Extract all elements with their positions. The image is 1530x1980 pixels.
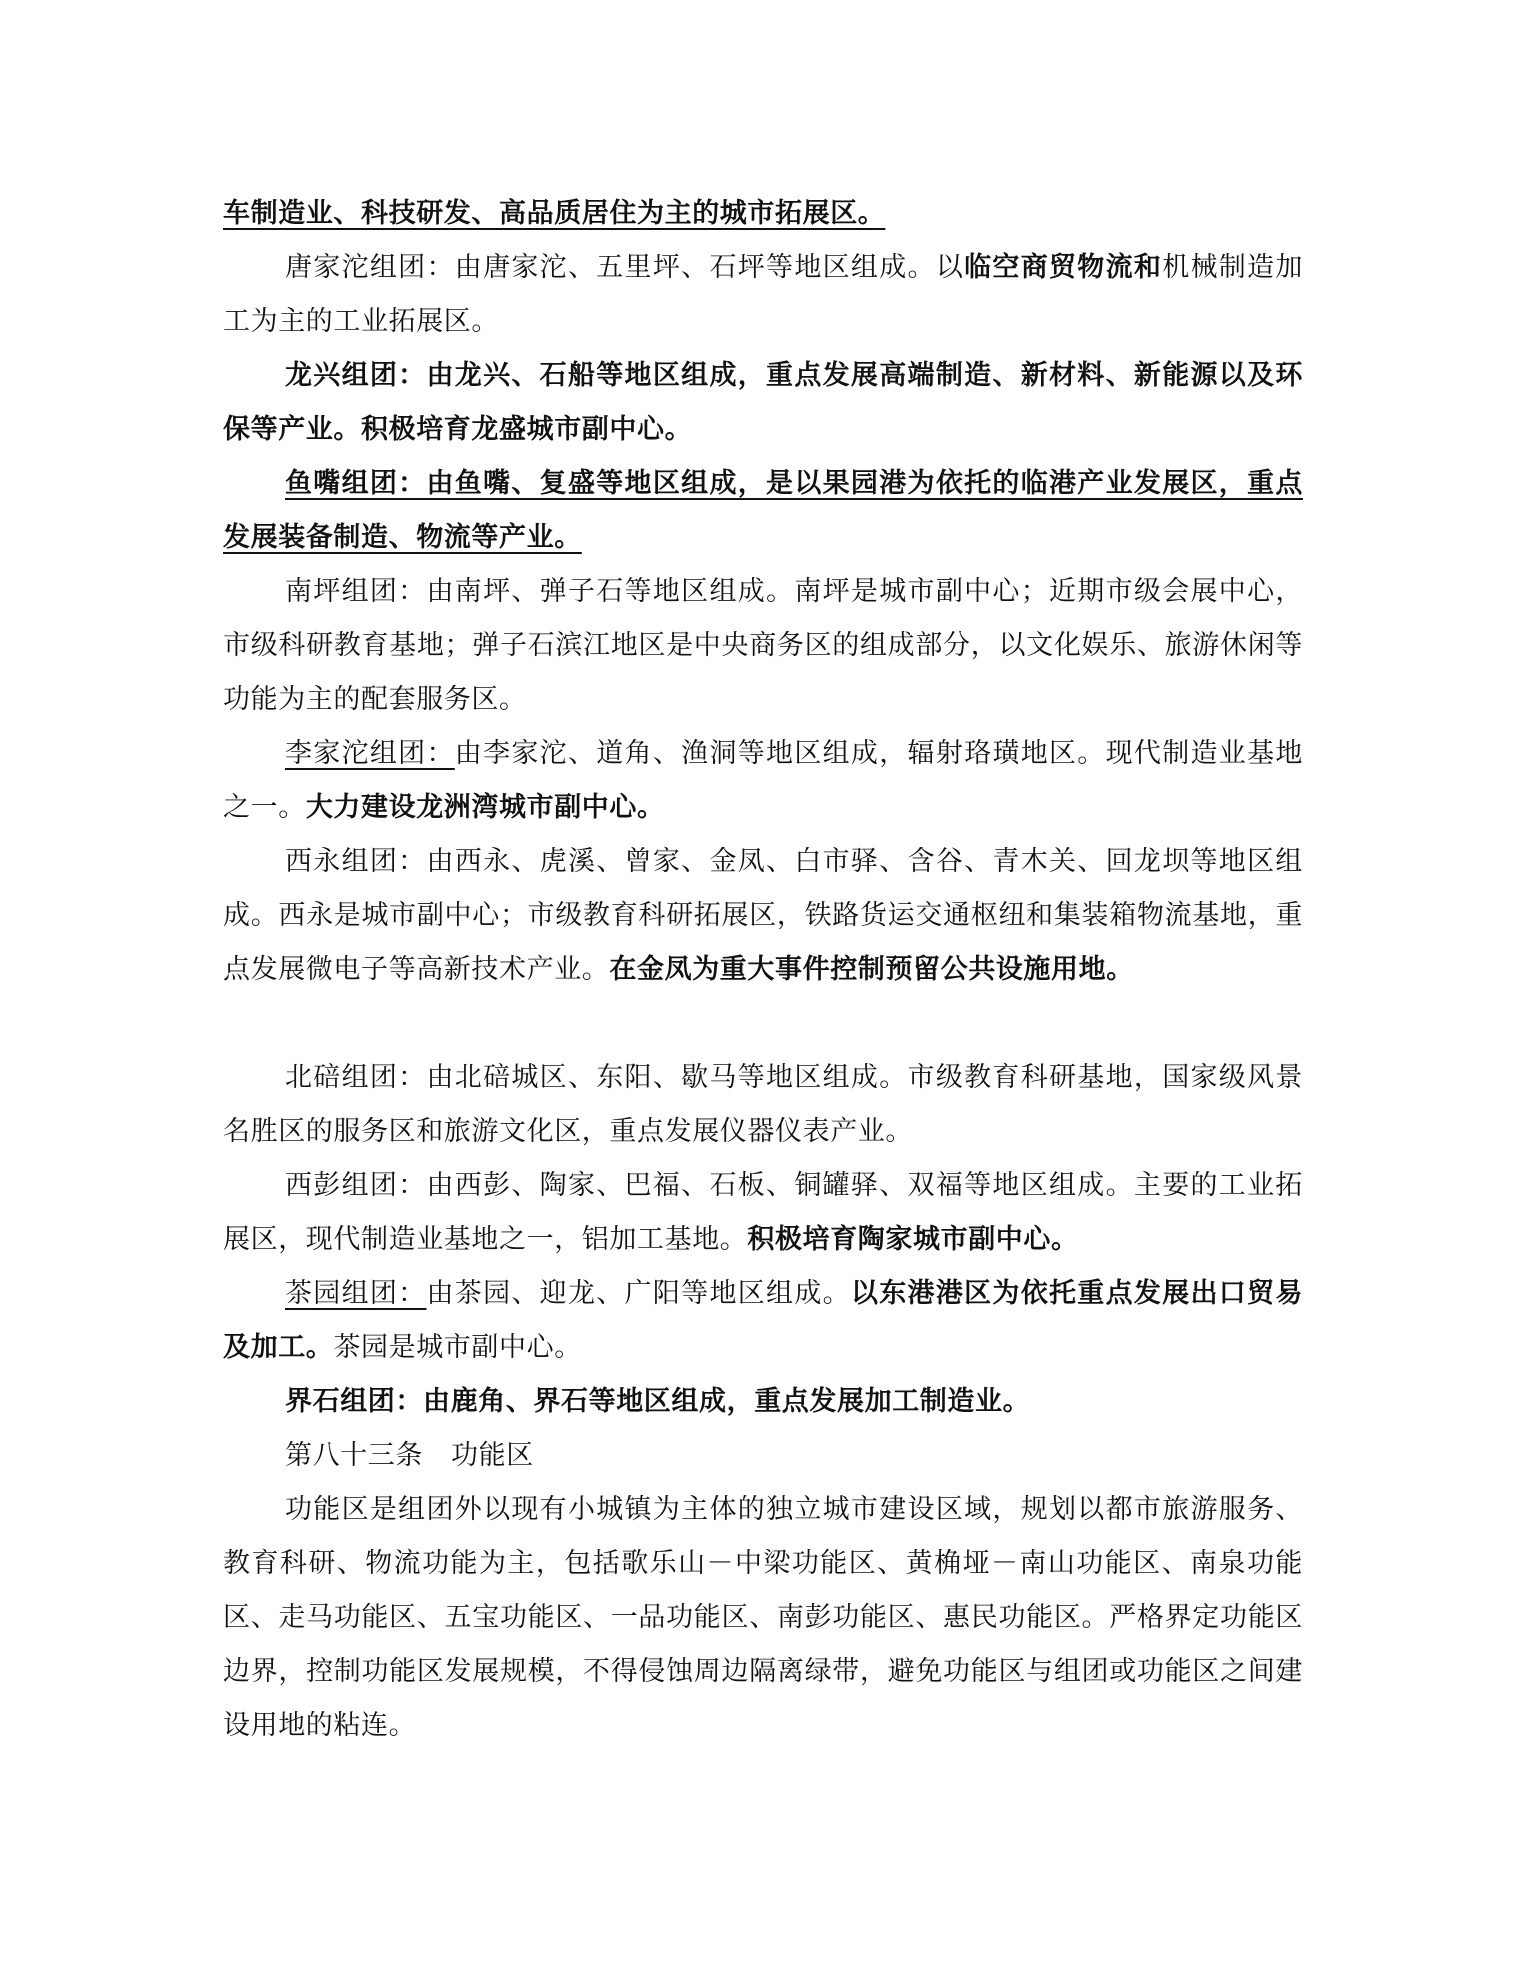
- text-segment-underline: 李家沱组团：: [285, 738, 455, 769]
- text-segment: 由李家沱、道角、渔洞等地区组成，辐射珞璜地区。现代制造业基地之一。: [223, 738, 1303, 823]
- paragraph-xipeng: [223, 1159, 1303, 1267]
- paragraph-jieshi: [223, 1375, 1303, 1429]
- text-segment-underline: 茶园组团：: [285, 1278, 427, 1309]
- paragraph-yuzui: [223, 457, 1303, 565]
- text-segment-bold: 积极培育陶家城市副中心。: [747, 1224, 1079, 1255]
- text-segment: 机械制造加工为主的工业拓展区。: [223, 252, 1303, 337]
- text-segment-bold-underline: 鱼嘴组团：由鱼嘴、复盛等地区组成，是以果园港为依托的临港产业发展区，重点发展装备制造、物流等产业。: [223, 468, 1303, 553]
- paragraph-xiyong: [223, 835, 1303, 997]
- text-segment-bold: 大力建设龙洲湾城市副中心。: [305, 792, 665, 823]
- text-segment: 功能区是组团外以现有小城镇为主体的独立城市建设区域，规划以都市旅游服务、教育科研、物流功能为主，包括歌乐山－中梁功能区、黄桷垭－南山功能区、南泉功能区、走马功能区、五宝功能区、一品功能区、南彭功能区、惠民功能区。严格界定功能区边界，控制功能区发展规模，不得侵蚀周边隔离绿带，避免功能区与组团或功能区之间建设用地的粘连。: [223, 1494, 1303, 1741]
- text-segment: 西彭组团：由西彭、陶家、巴福、石板、铜罐驿、双福等地区组成。主要的工业拓展区，现代制造业基地之一，铝加工基地。: [223, 1170, 1303, 1255]
- paragraph-lijiatuo: [223, 727, 1303, 835]
- paragraph-tangjiatuo: [223, 241, 1303, 349]
- text-segment-bold: 以东港港区为依托重点发展出口贸易及加工。: [223, 1278, 1303, 1363]
- text-segment: 由茶园、迎龙、广阳等地区组成。: [426, 1278, 851, 1309]
- text-segment-bold: 临空商贸物流和: [964, 252, 1163, 283]
- text-segment-bold: 界石组团：由鹿角、界石等地区组成，重点发展加工制造业。: [285, 1386, 1031, 1417]
- text-segment: 车制造业、科技研发、高品质居住为主的城市拓展区。: [223, 198, 886, 229]
- paragraph-functional-zones: [223, 1483, 1303, 1753]
- text-segment: 唐家沱组团：由唐家沱、五里坪、石坪等地区组成。以: [285, 252, 965, 283]
- text-segment: 西永组团：由西永、虎溪、曾家、金凤、白市驿、含谷、青木关、回龙坝等地区组成。西永是城市副中心；市级教育科研拓展区，铁路货运交通枢纽和集装箱物流基地，重点发展微电子等高新技术产业。: [223, 846, 1303, 985]
- text-segment-bold: 龙兴组团：由龙兴、石船等地区组成，重点发展高端制造、新材料、新能源以及环保等产业。积极培育龙盛城市副中心。: [223, 360, 1303, 445]
- paragraph-beibei: [223, 1051, 1303, 1159]
- paragraph-chayuan: [223, 1267, 1303, 1375]
- article-title: 功能区: [451, 1440, 534, 1471]
- paragraph-longxing: [223, 349, 1303, 457]
- paragraph-continuation: [223, 187, 1303, 241]
- paragraph-nanping: [223, 565, 1303, 727]
- text-segment: 南坪组团：由南坪、弹子石等地区组成。南坪是城市副中心；近期市级会展中心，市级科研教育基地；弹子石滨江地区是中央商务区的组成部分，以文化娱乐、旅游休闲等功能为主的配套服务区。: [223, 576, 1303, 715]
- article-number: 第八十三条: [285, 1440, 423, 1471]
- text-segment-bold: 在金凤为重大事件控制预留公共设施用地。: [609, 954, 1134, 985]
- text-segment: 北碚组团：由北碚城区、东阳、歇马等地区组成。市级教育科研基地，国家级风景名胜区的服务区和旅游文化区，重点发展仪器仪表产业。: [223, 1062, 1303, 1147]
- article-heading: [223, 1429, 1303, 1483]
- text-segment: 茶园是城市副中心。: [333, 1332, 582, 1363]
